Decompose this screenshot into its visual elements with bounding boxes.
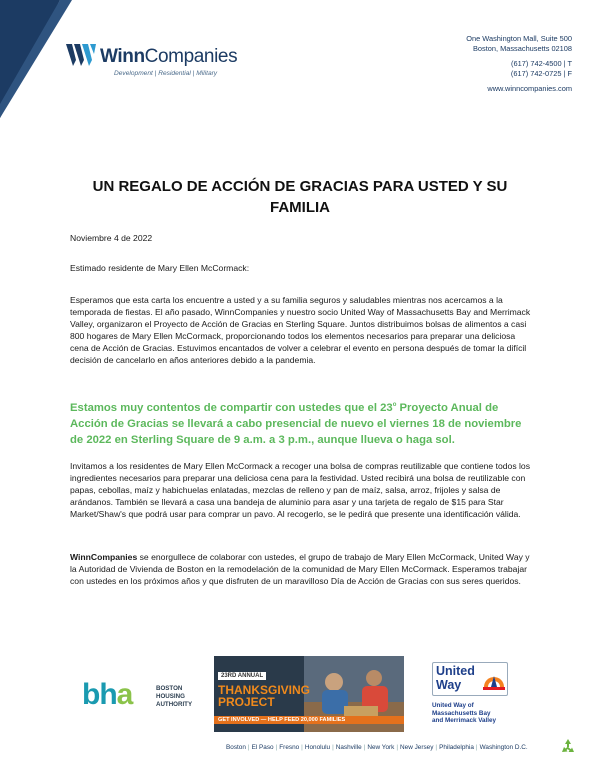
paragraph-1: Esperamos que esta carta los encuentre a usted y a su familia seguros y saludables mientras nos acercamos a la temporada de fiestas. El año pasado, WinnCompanies y nuestro socio United Way of Massachusetts Bay and Merrimack Valley, organizaron el Proyecto de Acción de Gracias en Sterling Square. Juntos distribuimos bolsas de alimentos a casi 800 hogares de Mary Ellen McCormack, proporcionando todos los elementos necesarios para preparar una deliciosa cena de Acción de Gracias. Estuvimos encantados de volver a celebrar el evento en persona después de tomar la difícil decisión de cancelarlo en años anteriores debido a la pandemia. — [70, 295, 531, 366]
fax-number: (617) 742-0725 | F — [510, 68, 572, 78]
banner-title-line-2: PROJECT — [218, 695, 275, 709]
phone-number: (617) 742-4500 | T — [511, 59, 572, 68]
banner-text — [214, 664, 324, 708]
logo-tagline: Development | Residential | Military — [114, 70, 218, 77]
paragraph-4: WinnCompanies se enorgullece de colaborar con ustedes, el grupo de trabajo de Mary Ellen McCormack, United Way y la Autoridad de Vivienda de Boston en la remodelación de la comunidad de Mary Ellen McCormack. Esperamos trabajar con ustedes en los próximos años y que disfruten de un maravilloso Día de Acción de Gracias con sus seres queridos. — [70, 552, 530, 587]
city-item: Washington D.C. — [479, 744, 528, 751]
bha-logo — [82, 680, 202, 714]
bha-full-name: BOSTON HOUSING AUTHORITY — [156, 685, 193, 708]
letter-greeting: Estimado residente de Mary Ellen McCormack: — [70, 263, 250, 273]
banner-strip-text: GET INVOLVED — HELP FEED 20,000 FAMILIES — [214, 716, 404, 724]
hand-rainbow-icon — [481, 667, 507, 693]
banner-annual-label: 23RD ANNUAL — [218, 672, 266, 680]
thanksgiving-project-banner — [214, 656, 404, 732]
corner-banner-decoration — [0, 0, 72, 118]
website-link[interactable]: www.winncompanies.com — [487, 84, 572, 93]
united-way-badge — [432, 662, 508, 696]
city-item: Honolulu — [304, 744, 331, 751]
city-item: El Paso — [251, 744, 274, 751]
letter-title: UN REGALO DE ACCIÓN DE GRACIAS PARA USTED Y SU FAMILIA — [92, 178, 508, 216]
recycle-icon — [560, 738, 576, 754]
winn-w-mark-icon — [66, 44, 96, 66]
united-way-wordmark: United Way — [436, 664, 475, 692]
banner-title-line-1: THANKSGIVING — [218, 683, 311, 697]
city-item: New York — [367, 744, 395, 751]
city-item: New Jersey — [400, 744, 434, 751]
contact-block — [466, 34, 572, 94]
city-item: Philadelphia — [439, 744, 474, 751]
bha-wordmark: bha — [82, 678, 133, 711]
letter-date: Noviembre 4 de 2022 — [70, 233, 153, 243]
address-line-2: Boston, Massachusetts 02108 — [472, 43, 572, 53]
address-line-1: One Washington Mall, Suite 500 — [466, 34, 572, 43]
highlight-announcement: Estamos muy contentos de compartir con ustedes que el 23$^o$ Proyecto Anual de Acción de Gracias se llevará a cabo presencial de nuevo el viernes 18 de noviembre de 2022 en Sterling Square de 9 a.m. a 3 p.m., aunque llueva o haga sol. — [70, 402, 522, 446]
paragraph-3: Invitamos a los residentes de Mary Ellen McCormack a recoger una bolsa de compras reutilizable que contiene todos los ingredientes necesarios para preparar una deliciosa cena para la festividad. Usted recibirá una bolsa de reutilizable con papas, cebollas, maíz y habichuelas enlatadas, mezclas de relleno y pan de maíz, salsa, arroz, frijoles y salsa de arándanos. También se llevará a casa una bandeja de aluminio para asar y una tarjeta de regalo de $15 para Star Market/Shaw's que podrá usar para comprar un pavo. Al recogerlo, se le pedirá que presente una identificación válida. — [70, 461, 530, 520]
city-item: Nashville — [335, 744, 362, 751]
united-way-full-name: United Way of Massachusetts Bay and Merrimack Valley — [432, 702, 497, 725]
city-item: Boston — [226, 744, 246, 751]
office-cities-list: Boston | El Paso | Fresno | Honolulu | Nashville | New York | New Jersey | Philadelphia | Washington D.C. — [226, 744, 528, 751]
city-item: Fresno — [279, 744, 300, 751]
logo-wordmark: WinnCompanies — [100, 46, 238, 67]
